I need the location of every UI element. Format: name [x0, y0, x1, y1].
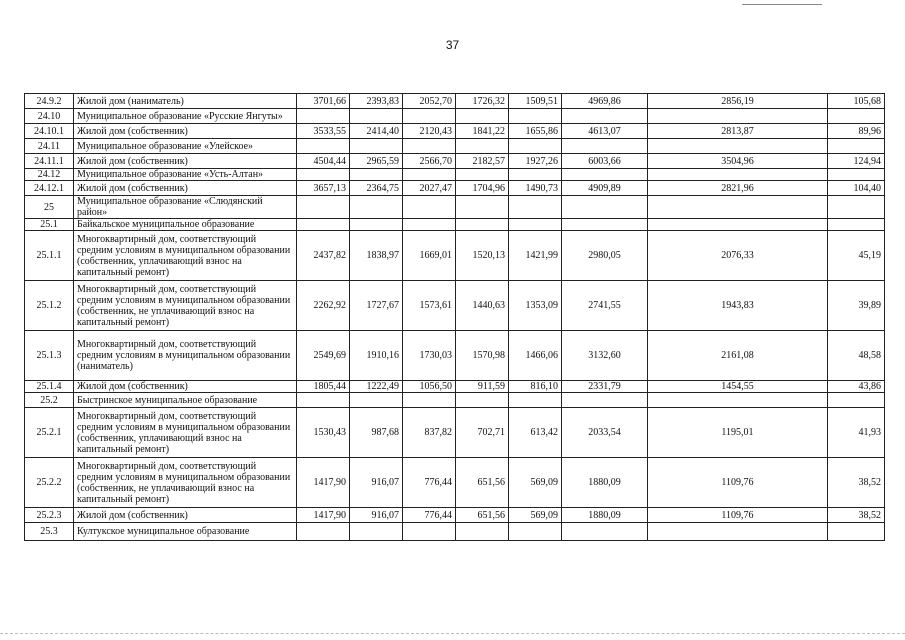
value-cell: 1466,06: [509, 331, 562, 381]
value-cell: [456, 169, 509, 181]
table-row: [25, 508, 885, 523]
value-cell: 1417,90: [297, 508, 350, 523]
table-row: [25, 523, 885, 541]
row-name: Жилой дом (собственник): [74, 181, 297, 196]
value-cell: 916,07: [350, 458, 403, 508]
table-row: [25, 219, 885, 231]
value-cell: [648, 109, 828, 124]
value-cell: 2262,92: [297, 281, 350, 331]
value-cell: 911,59: [456, 381, 509, 393]
value-cell: 1655,86: [509, 124, 562, 139]
row-code: 25.3: [25, 523, 74, 541]
row-code: 24.11: [25, 139, 74, 154]
value-cell: [509, 219, 562, 231]
value-cell: 1727,67: [350, 281, 403, 331]
value-cell: 2331,79: [562, 381, 648, 393]
value-cell: [509, 393, 562, 408]
row-name: Жилой дом (собственник): [74, 381, 297, 393]
value-cell: [350, 196, 403, 219]
value-cell: 1109,76: [648, 508, 828, 523]
value-cell: 1222,49: [350, 381, 403, 393]
value-cell: 1440,63: [456, 281, 509, 331]
row-code: 25.1.1: [25, 231, 74, 281]
value-cell: 105,68: [828, 94, 885, 109]
value-cell: 776,44: [403, 508, 456, 523]
row-code: 24.11.1: [25, 154, 74, 169]
row-code: 25.1: [25, 219, 74, 231]
value-cell: 1530,43: [297, 408, 350, 458]
value-cell: 1421,99: [509, 231, 562, 281]
value-cell: [297, 169, 350, 181]
row-name: Жилой дом (собственник): [74, 154, 297, 169]
value-cell: 2033,54: [562, 408, 648, 458]
value-cell: [403, 139, 456, 154]
value-cell: [648, 393, 828, 408]
value-cell: 2549,69: [297, 331, 350, 381]
value-cell: [828, 109, 885, 124]
value-cell: [562, 393, 648, 408]
row-name: Култукское муниципальное образование: [74, 523, 297, 541]
value-cell: [350, 139, 403, 154]
row-name: Муниципальное образование «Русские Янгуты»: [74, 109, 297, 124]
page-bottom-rule: [0, 633, 905, 634]
table-row: [25, 458, 885, 508]
value-cell: 1730,03: [403, 331, 456, 381]
value-cell: 38,52: [828, 458, 885, 508]
value-cell: [456, 219, 509, 231]
value-cell: 1573,61: [403, 281, 456, 331]
row-code: 25: [25, 196, 74, 219]
value-cell: 1509,51: [509, 94, 562, 109]
value-cell: [828, 219, 885, 231]
value-cell: [350, 219, 403, 231]
value-cell: 45,19: [828, 231, 885, 281]
value-cell: 613,42: [509, 408, 562, 458]
value-cell: [509, 109, 562, 124]
tariff-table: [24, 93, 885, 541]
value-cell: [297, 139, 350, 154]
value-cell: 41,93: [828, 408, 885, 458]
value-cell: [297, 109, 350, 124]
value-cell: 916,07: [350, 508, 403, 523]
value-cell: [828, 169, 885, 181]
value-cell: [648, 196, 828, 219]
row-name: Байкальское муниципальное образование: [74, 219, 297, 231]
row-name: Жилой дом (собственник): [74, 508, 297, 523]
value-cell: [509, 196, 562, 219]
value-cell: 2027,47: [403, 181, 456, 196]
table-row: [25, 181, 885, 196]
table-row: [25, 139, 885, 154]
value-cell: [562, 169, 648, 181]
value-cell: 89,96: [828, 124, 885, 139]
value-cell: 3504,96: [648, 154, 828, 169]
value-cell: 1910,16: [350, 331, 403, 381]
value-cell: [509, 139, 562, 154]
value-cell: 4613,07: [562, 124, 648, 139]
value-cell: 987,68: [350, 408, 403, 458]
table-row: [25, 94, 885, 109]
table-row: [25, 381, 885, 393]
value-cell: 1109,76: [648, 458, 828, 508]
value-cell: [562, 219, 648, 231]
value-cell: 1927,26: [509, 154, 562, 169]
row-name: Муниципальное образование «Слюдянский район»: [74, 196, 297, 219]
value-cell: [297, 393, 350, 408]
value-cell: 569,09: [509, 458, 562, 508]
row-name: Многоквартирный дом, соответствующий средним условиям в муниципальном образовании (наниматель): [74, 331, 297, 381]
value-cell: 1570,98: [456, 331, 509, 381]
value-cell: 651,56: [456, 458, 509, 508]
value-cell: [456, 393, 509, 408]
value-cell: 2980,05: [562, 231, 648, 281]
row-code: 24.12: [25, 169, 74, 181]
value-cell: [648, 219, 828, 231]
value-cell: 2182,57: [456, 154, 509, 169]
value-cell: 124,94: [828, 154, 885, 169]
table-body: [25, 94, 885, 541]
value-cell: [562, 109, 648, 124]
value-cell: [456, 109, 509, 124]
value-cell: 2120,43: [403, 124, 456, 139]
value-cell: [456, 523, 509, 541]
value-cell: 1838,97: [350, 231, 403, 281]
value-cell: [456, 139, 509, 154]
page-number: 37: [445, 38, 460, 52]
value-cell: [509, 169, 562, 181]
value-cell: 1353,09: [509, 281, 562, 331]
value-cell: 651,56: [456, 508, 509, 523]
value-cell: [297, 196, 350, 219]
value-cell: [828, 139, 885, 154]
table-row: [25, 169, 885, 181]
value-cell: 1490,73: [509, 181, 562, 196]
row-code: 24.10: [25, 109, 74, 124]
table-row: [25, 196, 885, 219]
value-cell: [350, 169, 403, 181]
value-cell: 1805,44: [297, 381, 350, 393]
value-cell: [562, 523, 648, 541]
value-cell: [648, 169, 828, 181]
value-cell: 1195,01: [648, 408, 828, 458]
value-cell: 3701,66: [297, 94, 350, 109]
row-name: Многоквартирный дом, соответствующий средним условиям в муниципальном образовании (собственник, не уплачивающий взнос на капитальный ремонт): [74, 458, 297, 508]
value-cell: 1454,55: [648, 381, 828, 393]
value-cell: 3533,55: [297, 124, 350, 139]
value-cell: [648, 139, 828, 154]
value-cell: [509, 523, 562, 541]
row-code: 25.2.1: [25, 408, 74, 458]
row-code: 24.9.2: [25, 94, 74, 109]
value-cell: 38,52: [828, 508, 885, 523]
value-cell: 2741,55: [562, 281, 648, 331]
row-code: 24.12.1: [25, 181, 74, 196]
value-cell: 1880,09: [562, 508, 648, 523]
value-cell: 2965,59: [350, 154, 403, 169]
table-row: [25, 109, 885, 124]
value-cell: 2821,96: [648, 181, 828, 196]
value-cell: [562, 196, 648, 219]
value-cell: [297, 219, 350, 231]
value-cell: 39,89: [828, 281, 885, 331]
table-row: [25, 124, 885, 139]
value-cell: 4909,89: [562, 181, 648, 196]
value-cell: 48,58: [828, 331, 885, 381]
value-cell: 1704,96: [456, 181, 509, 196]
value-cell: 1880,09: [562, 458, 648, 508]
value-cell: [562, 139, 648, 154]
value-cell: 1841,22: [456, 124, 509, 139]
value-cell: 2161,08: [648, 331, 828, 381]
row-code: 25.1.4: [25, 381, 74, 393]
value-cell: 2856,19: [648, 94, 828, 109]
table-row: [25, 231, 885, 281]
value-cell: 4969,86: [562, 94, 648, 109]
value-cell: 1669,01: [403, 231, 456, 281]
value-cell: 702,71: [456, 408, 509, 458]
value-cell: [828, 393, 885, 408]
value-cell: 1943,83: [648, 281, 828, 331]
row-name: Жилой дом (собственник): [74, 124, 297, 139]
row-name: Многоквартирный дом, соответствующий средним условиям в муниципальном образовании (собственник, не уплачивающий взнос на капитальный ремонт): [74, 281, 297, 331]
top-rule: [742, 4, 822, 5]
value-cell: 4504,44: [297, 154, 350, 169]
value-cell: [350, 109, 403, 124]
value-cell: [403, 169, 456, 181]
row-code: 24.10.1: [25, 124, 74, 139]
value-cell: 6003,66: [562, 154, 648, 169]
row-code: 25.1.3: [25, 331, 74, 381]
value-cell: 816,10: [509, 381, 562, 393]
value-cell: 776,44: [403, 458, 456, 508]
table-row: [25, 154, 885, 169]
value-cell: [648, 523, 828, 541]
value-cell: 43,86: [828, 381, 885, 393]
value-cell: 3657,13: [297, 181, 350, 196]
value-cell: 104,40: [828, 181, 885, 196]
row-name: Быстринское муниципальное образование: [74, 393, 297, 408]
value-cell: 1520,13: [456, 231, 509, 281]
row-name: Многоквартирный дом, соответствующий средним условиям в муниципальном образовании (собственник, уплачивающий взнос на капитальный ремонт): [74, 231, 297, 281]
row-code: 25.2.2: [25, 458, 74, 508]
value-cell: 2813,87: [648, 124, 828, 139]
value-cell: 2052,70: [403, 94, 456, 109]
value-cell: [403, 219, 456, 231]
row-name: Муниципальное образование «Улейское»: [74, 139, 297, 154]
value-cell: [403, 393, 456, 408]
value-cell: 1056,50: [403, 381, 456, 393]
table-row: [25, 408, 885, 458]
value-cell: [350, 393, 403, 408]
value-cell: [403, 109, 456, 124]
value-cell: 569,09: [509, 508, 562, 523]
value-cell: 1417,90: [297, 458, 350, 508]
value-cell: 2393,83: [350, 94, 403, 109]
row-code: 25.2.3: [25, 508, 74, 523]
value-cell: 1726,32: [456, 94, 509, 109]
row-name: Жилой дом (наниматель): [74, 94, 297, 109]
value-cell: 2566,70: [403, 154, 456, 169]
value-cell: 2437,82: [297, 231, 350, 281]
value-cell: [403, 523, 456, 541]
value-cell: 837,82: [403, 408, 456, 458]
value-cell: [828, 523, 885, 541]
table-row: [25, 331, 885, 381]
table-row: [25, 281, 885, 331]
value-cell: [403, 196, 456, 219]
value-cell: [350, 523, 403, 541]
value-cell: [297, 523, 350, 541]
value-cell: 2076,33: [648, 231, 828, 281]
value-cell: 2414,40: [350, 124, 403, 139]
value-cell: [456, 196, 509, 219]
value-cell: [828, 196, 885, 219]
value-cell: 3132,60: [562, 331, 648, 381]
row-name: Многоквартирный дом, соответствующий средним условиям в муниципальном образовании (собственник, уплачивающий взнос на капитальный ремонт): [74, 408, 297, 458]
row-code: 25.1.2: [25, 281, 74, 331]
row-code: 25.2: [25, 393, 74, 408]
row-name: Муниципальное образование «Усть-Алтан»: [74, 169, 297, 181]
value-cell: 2364,75: [350, 181, 403, 196]
table-row: [25, 393, 885, 408]
